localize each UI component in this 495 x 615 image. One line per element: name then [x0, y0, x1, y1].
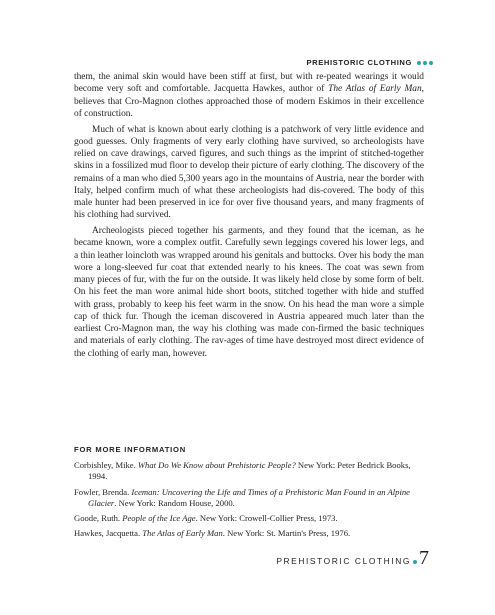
accent-dot-icon	[429, 61, 433, 65]
footer-dot-icon	[413, 560, 417, 564]
reference-item: Fowler, Brenda. Iceman: Uncovering the Life and Times of a Prehistoric Man Found in an Alpine Glacier. New York: Random House, 2000.	[74, 486, 410, 508]
accent-dots	[417, 61, 433, 65]
more-information-section	[74, 445, 424, 544]
running-head-title: PREHISTORIC CLOTHING	[306, 58, 412, 67]
running-head	[306, 58, 433, 67]
page-footer	[276, 548, 429, 568]
paragraph-3: Archeologists pieced together his garments, and they found that the iceman, as he became known, wore a complex outfit. Carefully sewn leggings covered his lower legs, and a thin leather loincloth was wrapped around his genitals and buttocks. Over his body the man wore a long-sleeved fur coat that extended nearly to his knees. The coat was sewn from many pieces of fur, with the fur on the outside. It was likely held close by some form of belt. On his feet the man wore animal hide short boots, stitched together with hide and stuffed with grass, probably to keep his feet warm in the snow. On his head the man wore a simple cap of thick fur. Though the iceman discovered in Austria appeared much later than the earliest Cro-Magnon man, the way his clothing was made con-firmed the basic techniques and materials of early clothing. The rav-ages of time have destroyed most direct evidence of the clothing of early man, however.	[74, 226, 424, 359]
page-number: 7	[419, 547, 429, 569]
reference-item: Hawkes, Jacquetta. The Atlas of Early Man. New York: St. Martin's Press, 1976.	[74, 528, 351, 539]
footer-label: PREHISTORIC CLOTHING	[276, 556, 411, 566]
accent-dot-icon	[423, 61, 427, 65]
accent-dot-icon	[417, 61, 421, 65]
more-information-heading: FOR MORE INFORMATION	[74, 445, 187, 454]
body-text	[74, 71, 424, 363]
paragraph-2: Much of what is known about early clothing is a patchwork of very little evidence and good guesses. Only fragments of very early clothing have survived, so archeologists have relied on cave drawings, carved figures, and such things as the imprint of stitched-together skins in a fossilized mud floor to develop their picture of early clothing. The discovery of the remains of a man who died 5,300 years ago in the mountains of Austria, near the border with Italy, helped confirm much of what these archeologists had dis-covered. The body of this male hunter had been preserved in ice for over five thousand years, and many fragments of his clothing had survived.	[74, 124, 424, 221]
paragraph-1: them, the animal skin would have been stiff at first, but with re-peated wearings it would become very soft and comfortable. Jacquetta Hawkes, author of The Atlas of Early Man, believes that Cro-Magnon clothes approached those of modern Eskimos in their excellence of construction.	[74, 72, 424, 119]
reference-item: Goode, Ruth. People of the Ice Age. New York: Crowell-Collier Press, 1973.	[74, 513, 338, 524]
reference-item: Corbishley, Mike. What Do We Know about Prehistoric People? New York: Peter Bedrick Books, 1994.	[74, 460, 411, 482]
book-title: The Atlas of Early Man	[328, 84, 422, 95]
